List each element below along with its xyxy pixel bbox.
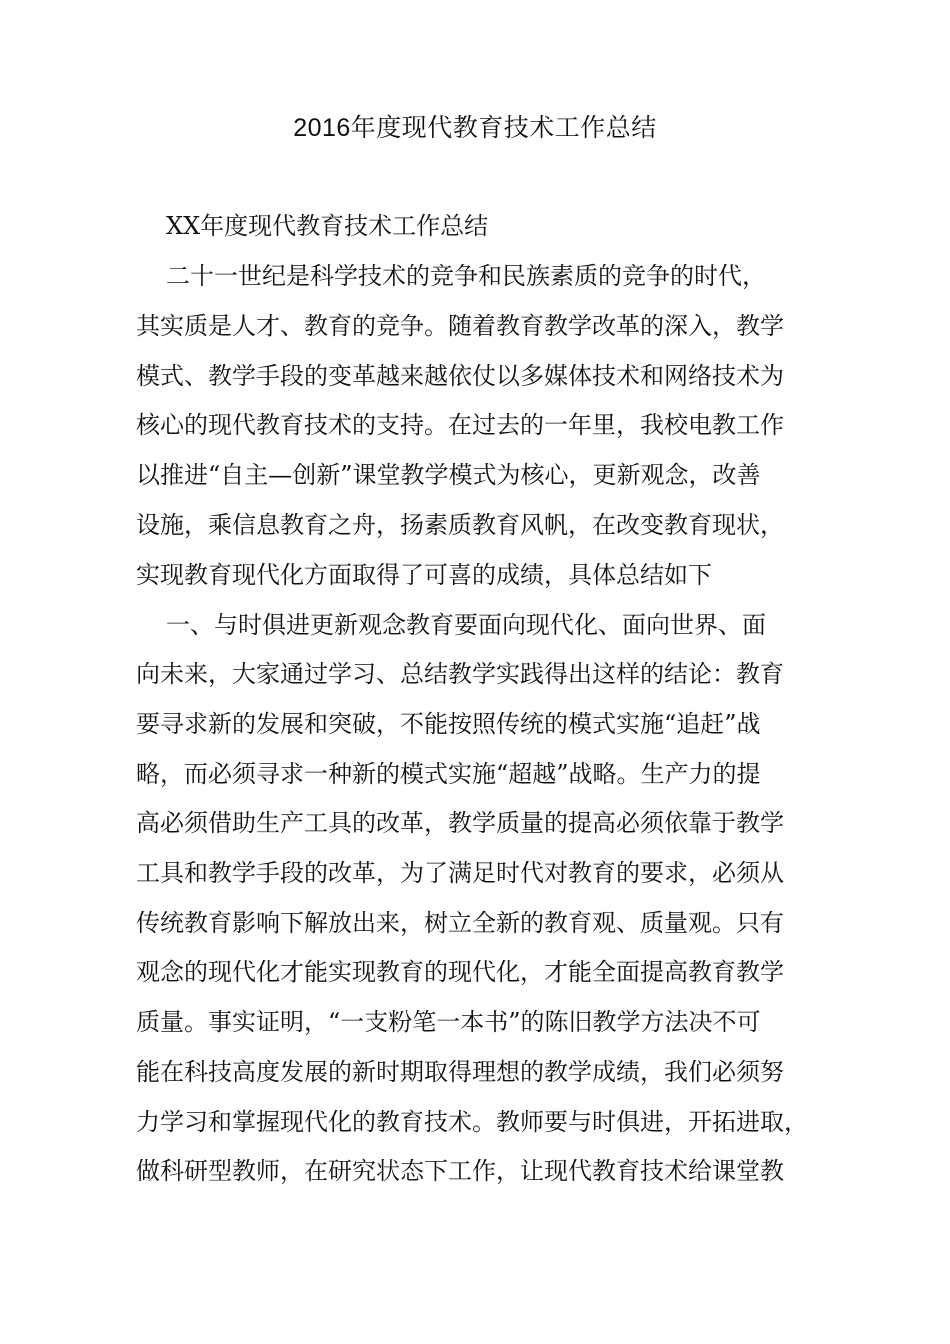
paragraph-line: 二十一世纪是科学技术的竞争和民族素质的竞争的时代， xyxy=(166,262,766,290)
paragraph-line: 观念的现代化才能实现教育的现代化，才能全面提高教育教学 xyxy=(136,958,784,986)
document-title: 2016年度现代教育技术工作总结 xyxy=(293,114,657,142)
paragraph-line: 其实质是人才、教育的竞争。随着教育教学改革的深入，教学 xyxy=(136,312,784,340)
paragraph-line: 以推进“自主—创新”课堂教学模式为核心，更新观念，改善 xyxy=(136,461,761,489)
paragraph-line: 工具和教学手段的改革，为了满足时代对教育的要求，必须从 xyxy=(136,859,784,887)
paragraph-line: 实现教育现代化方面取得了可喜的成绩，具体总结如下 xyxy=(136,561,712,589)
paragraph-line: 质量。事实证明，“一支粉笔一本书”的陈旧教学方法决不可 xyxy=(136,1008,761,1036)
paragraph-line: 核心的现代教育技术的支持。在过去的一年里，我校电教工作 xyxy=(136,411,784,439)
paragraph-line: 传统教育影响下解放出来，树立全新的教育观、质量观。只有 xyxy=(136,909,784,937)
paragraph-line: 设施，乘信息教育之舟，扬素质教育风帆，在改变教育现状， xyxy=(136,511,784,539)
paragraph-line: 能在科技高度发展的新时期取得理想的教学成绩，我们必须努 xyxy=(136,1058,784,1086)
paragraph-line: 模式、教学手段的变革越来越依仗以多媒体技术和网络技术为 xyxy=(136,362,784,390)
paragraph-line: 略，而必须寻求一种新的模式实施“超越”战略。生产力的提 xyxy=(136,760,761,788)
paragraph-line: 高必须借助生产工具的改革，教学质量的提高必须依靠于教学 xyxy=(136,809,784,837)
paragraph-line: 力学习和掌握现代化的教育技术。教师要与时俱进，开拓进取， xyxy=(136,1108,808,1136)
paragraph-line: 向未来，大家通过学习、总结教学实践得出这样的结论：教育 xyxy=(136,660,784,688)
subtitle-line: XX年度现代教育技术工作总结 xyxy=(166,212,489,240)
paragraph-line: 要寻求新的发展和突破，不能按照传统的模式实施“追赶”战 xyxy=(136,710,761,738)
paragraph-line: 做科研型教师，在研究状态下工作，让现代教育技术给课堂教 xyxy=(136,1157,784,1185)
paragraph-line: 一、与时俱进更新观念教育要面向现代化、面向世界、面 xyxy=(166,611,766,639)
